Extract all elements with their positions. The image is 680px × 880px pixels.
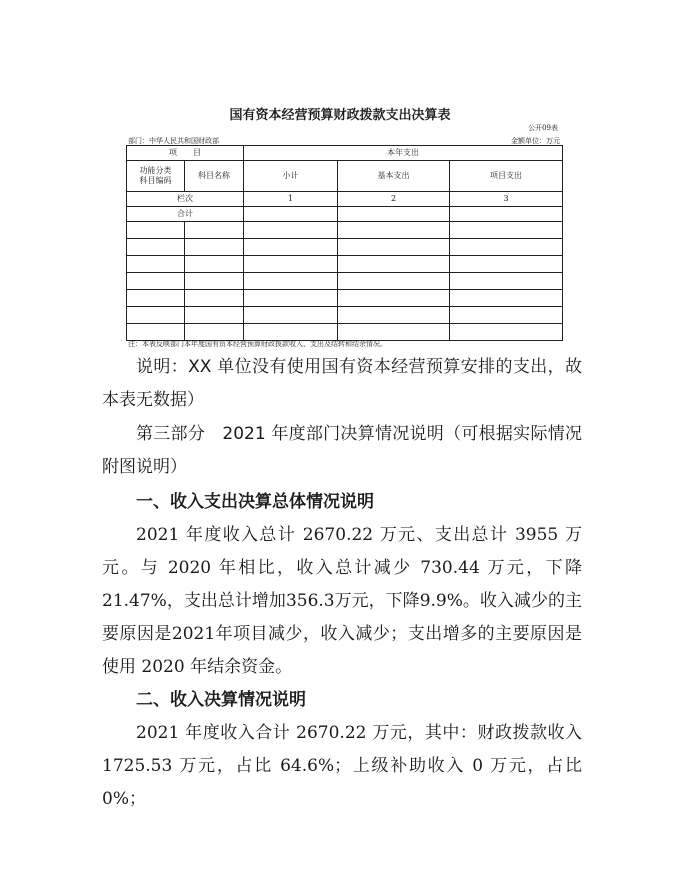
total-label: 合计 [127, 207, 244, 222]
table-cell [450, 207, 563, 222]
section1-heading: 一、收入支出决算总体情况说明 [136, 492, 374, 512]
department-label: 部门：中华人民共和国财政部 [128, 137, 219, 145]
form-number: 公开09表 [528, 124, 558, 132]
part3-heading: 第三部分 2021 年度部门决算情况说明（可根据实际情况附图说明） [102, 424, 582, 477]
header-func-code: 功能分类 科目编码 [127, 161, 185, 192]
table-row [127, 290, 563, 307]
col-number: 1 [244, 192, 338, 207]
header-subtotal: 小计 [244, 161, 338, 192]
header-project: 项目支出 [450, 161, 563, 192]
explanation-paragraph: 说明：XX 单位没有使用国有资本经营预算安排的支出，故本表无数据） [102, 357, 582, 410]
table-cell [338, 207, 450, 222]
amount-unit: 金额单位：万元 [511, 137, 560, 145]
col-number: 2 [338, 192, 450, 207]
table-row [127, 307, 563, 324]
header-item: 项 目 [127, 146, 244, 161]
section1-body: 2021 年度收入总计 2670.22 万元、支出总计 3955 万元。与 2020 年相比，收入总计减少 730.44 万元，下降 21.47%，支出总计增加356.3万元，下降9.9%。收入减少的主要原因是2021年项目减少，收入减少；支出增多的主要原因是使用 2020 年结余资金。 [102, 525, 582, 677]
header-basic: 基本支出 [338, 161, 450, 192]
table-note: 注：本表反映部门本年度国有资本经营预算财政拨款收入、支出及结转和结余情况。 [128, 340, 387, 348]
table-row [127, 239, 563, 256]
section2-body: 2021 年度收入合计 2670.22 万元，其中：财政拨款收入 1725.53 万元，占比 64.6%；上级补助收入 0 万元，占比 0%； [102, 723, 582, 809]
section2-heading: 二、收入决算情况说明 [136, 690, 306, 710]
col-number: 3 [450, 192, 563, 207]
table-row [127, 324, 563, 341]
row-index-label: 栏次 [127, 192, 244, 207]
table-title: 国有资本经营预算财政拨款支出决算表 [229, 108, 451, 123]
table-row [127, 256, 563, 273]
table-cell [244, 207, 338, 222]
header-subject-name: 科目名称 [185, 161, 244, 192]
header-current-year: 本年支出 [244, 146, 563, 161]
table-row [127, 273, 563, 290]
budget-table [126, 145, 563, 341]
table-row [127, 222, 563, 239]
